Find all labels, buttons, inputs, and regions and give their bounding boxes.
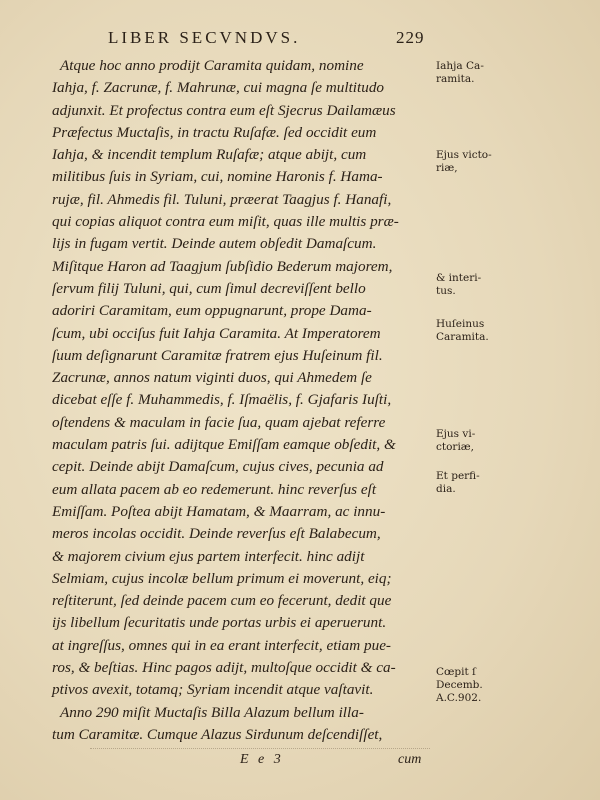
text-line: Miſitque Haron ad Taagjum ſubſidio Bederum majorem, xyxy=(52,257,393,275)
text-line: Emiſſam. Poſtea abijt Hamatam, & Maarram, ac innu- xyxy=(52,502,386,520)
text-line: adjunxit. Et profectus contra eum eſt Sjecrus Dailamæus xyxy=(52,101,396,119)
text-line: adoriri Caramitam, eum oppugnarunt, prope Dama- xyxy=(52,302,372,320)
text-line: & majorem civium ejus partem interfecit. hinc adijt xyxy=(52,547,365,565)
text-line: ſervum filij Tuluni, qui, cum ſimul decreviſſent bello xyxy=(52,279,366,297)
text-line: tum Caramitæ. Cumque Alazus Sirdunum deſcendiſſet, xyxy=(52,725,383,743)
text-line: ros, & beſtias. Hinc pagos adijt, multoſque occidit & ca- xyxy=(52,659,396,677)
text-line: reſtiterunt, ſed deinde pacem cum eo fecerunt, dedit que xyxy=(52,592,392,610)
text-line: ſcum, ubi occiſus fuit Iahja Caramita. At Imperatorem xyxy=(52,324,381,342)
text-line: Iahja, & incendit templum Ruſafæ; atque abijt, cum xyxy=(52,146,367,164)
text-line: cepit. Deinde abijt Damaſcum, cujus cives, pecunia ad xyxy=(52,458,384,476)
text-line: ptivos avexit, totamq; Syriam incendit atque vaſtavit. xyxy=(52,681,374,699)
text-line: lijs in fugam vertit. Deinde autem obſedit Damaſcum. xyxy=(52,235,377,253)
text-line: qui copias aliquot contra eum miſit, quas ille multis præ- xyxy=(52,213,399,231)
signature-mark: E e 3 xyxy=(240,752,284,767)
text-line: meros incolas occidit. Deinde reverſus eſt Balabecum, xyxy=(52,525,381,543)
page-number: 229 xyxy=(396,28,425,47)
text-line: Zacrunæ, annos natum viginti duos, qui Ahmedem ſe xyxy=(52,369,372,387)
text-line: Anno 290 miſit Muctaſis Billa Alazum bellum illa- xyxy=(60,703,364,721)
text-line: ſuum deſignarunt Caramitæ fratrem ejus Huſeinum fil. xyxy=(52,346,383,364)
main-text-block xyxy=(52,55,434,746)
text-line: dicebat eſſe f. Muhammedis, f. Iſmaëlis, f. Gjafaris Iuſti, xyxy=(52,391,392,409)
catchword: cum xyxy=(398,752,422,767)
marginal-note-3: & interi- tus. xyxy=(436,272,482,297)
text-line: ijs libellum ſecuritatis unde portas urbis ei aperuerunt. xyxy=(52,614,387,632)
text-line: eum allata pacem ab eo redemerunt. hinc reverſus eſt xyxy=(52,480,377,498)
marginal-note-6: Et perfi- dia. xyxy=(436,470,480,495)
marginal-note-4: Huſeinus Caramita. xyxy=(436,318,489,343)
text-line: rujæ, fil. Ahmedis fil. Tuluni, præerat Taagjus f. Hanafi, xyxy=(52,190,392,208)
text-line: Præfectus Muctaſis, in tractu Ruſafæ. ſed occidit eum xyxy=(52,123,377,141)
footer-rule xyxy=(90,748,430,749)
text-line: oſtendens & maculam in facie ſua, quam ajebat referre xyxy=(52,413,386,431)
text-line: maculam patris ſui. adijtque Emiſſam eamque obſedit, & xyxy=(52,436,396,454)
text-line: at ingreſſus, omnes qui in ea erant interfecit, etiam pue- xyxy=(52,636,391,654)
marginal-note-1: Iahja Ca- ramita. xyxy=(436,60,484,85)
marginal-note-2: Ejus victo- riæ, xyxy=(436,149,492,174)
marginal-note-7: Cœpit ſ Decemb. A.C.902. xyxy=(436,666,483,704)
text-line: militibus ſuis in Syriam, cui, nomine Haronis f. Hama- xyxy=(52,168,383,186)
running-header: LIBER SECVNDVS. xyxy=(108,28,301,47)
text-line: Atque hoc anno prodijt Caramita quidam, nomine xyxy=(60,57,364,74)
text-line: Iahja, f. Zacrunæ, f. Mahrunæ, cui magna ſe multitudo xyxy=(52,79,385,97)
marginal-note-5: Ejus vi- ctoriæ, xyxy=(436,428,476,453)
text-line: Selmiam, cujus incolæ bellum primum ei moverunt, eiq; xyxy=(52,569,392,587)
